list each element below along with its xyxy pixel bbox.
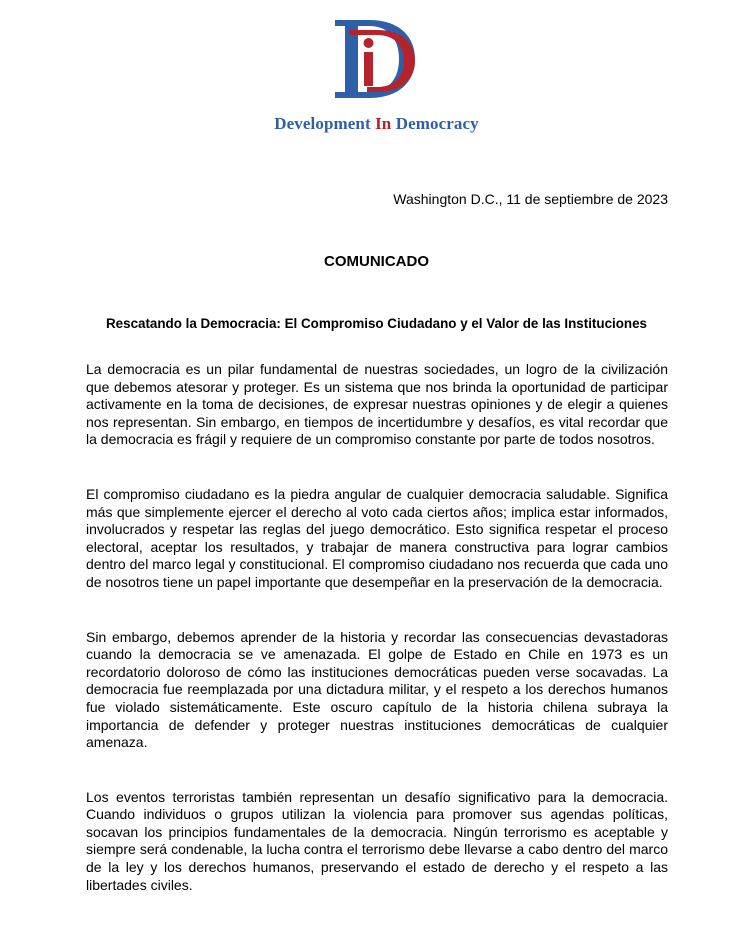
- document-subtitle: Rescatando la Democracia: El Compromiso Ciudadano y el Valor de las Instituciones: [106, 316, 647, 331]
- logo-text-part2: In: [375, 114, 392, 133]
- logo-text-part3: Democracy: [391, 114, 479, 133]
- paragraph-2: El compromiso ciudadano es la piedra angular de cualquier democracia saludable. Significa más que simplemente ejercer el derecho al voto cada ciertos años; implica estar informados, involucrados y respetar las reglas del juego democrático. Esto significa respetar el proceso electoral, aceptar los resultados, y trabajar de manera constructiva para lograr cambios dentro del marco legal y constitucional. El compromiso ciudadano nos recuerda que cada uno de nosotros tiene un papel importante que desempeñar en la preservación de la democracia.: [86, 485, 668, 590]
- logo-text-part1: Development: [274, 114, 376, 133]
- paragraph-4: Los eventos terroristas también representan un desafío significativo para la democracia. Cuando individuos o grupos utilizan la violencia para promover sus agendas políticas, socavan los principios fundamentales de la democracia. Ningún terrorismo es aceptable y siempre será condenable, la lucha contra el terrorismo debe llevarse a cabo dentro del marco de la ley y los derechos humanos, preservando el estado de derecho y el respeto a las libertades civiles.: [86, 788, 668, 893]
- paragraph-1: La democracia es un pilar fundamental de nuestras sociedades, un logro de la civilización que debemos atesorar y proteger. Es un sistema que nos brinda la oportunidad de participar activamente en la toma de decisiones, de expresar nuestras opiniones y de elegir a quienes nos representan. Sin embargo, en tiempos de incertidumbre y desafíos, es vital recordar que la democracia es frágil y requiere de un compromiso constante por parte de todos nosotros.: [86, 361, 668, 448]
- did-monogram-icon: [331, 14, 423, 100]
- dateline: Washington D.C., 11 de septiembre de 2023: [393, 191, 668, 207]
- monogram-d-red: [349, 30, 415, 92]
- organization-logo: [0, 14, 753, 134]
- organization-name: [0, 114, 753, 134]
- paragraph-3: Sin embargo, debemos aprender de la historia y recordar las consecuencias devastadoras cuando la democracia se ve amenazada. El golpe de Estado en Chile en 1973 es un recordatorio doloroso de cómo las instituciones democráticas pueden verse socavadas. La democracia fue reemplazada por una dictadura militar, y el respeto a los derechos humanos fue violado sistemáticamente. Este oscuro capítulo de la historia chilena subraya la importancia de defender y proteger nuestras instituciones democráticas de cualquier amenaza.: [86, 628, 668, 751]
- document-body: [86, 361, 668, 931]
- monogram-i-stem: [364, 52, 373, 86]
- monogram-i-dot: [363, 38, 373, 48]
- document-title: COMUNICADO: [324, 253, 429, 270]
